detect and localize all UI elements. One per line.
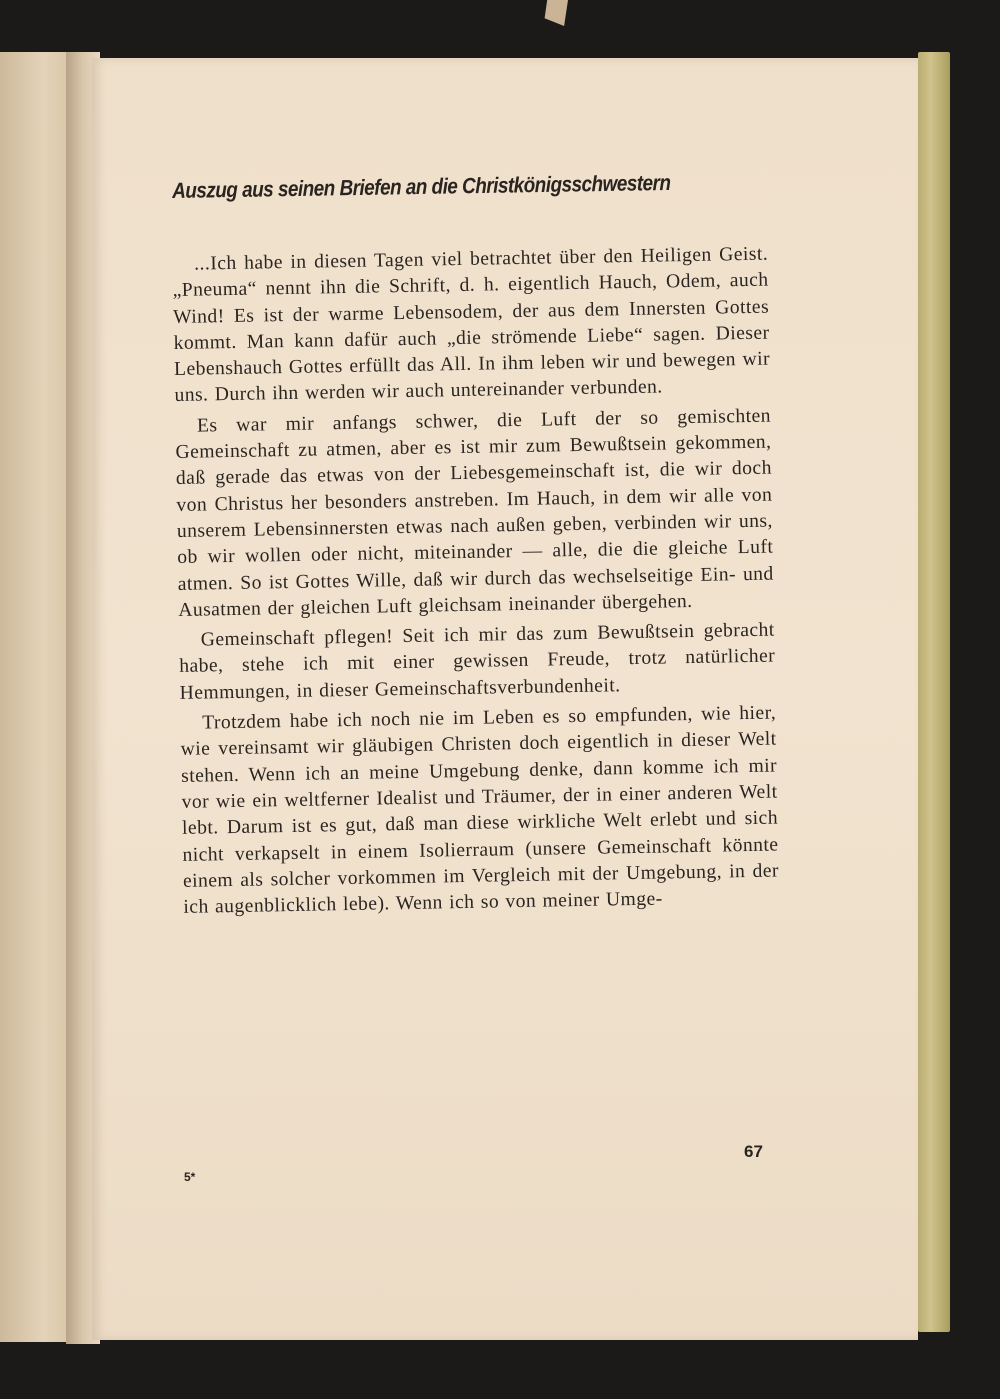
book-page [92,58,918,1340]
paragraph-4: Trotzdem habe ich noch nie im Leben es so empfunden, wie hier, wie vereinsamt wir gläubigen Christen doch eigentlich in dieser Welt stehen. Wenn ich an meine Umgebung denke, dann komme ich mir vor wie ein weltferner Idealist und Träumer, der in einer anderen Welt lebt. Darum ist es gut, daß man diese wirkliche Welt erlebt und sich nicht verkapselt in einem Isolierraum (unsere Gemeinschaft könnte einem als solcher vorkommen im Vergleich mit der Umgebung, in der ich augenblicklich lebe). Wenn ich so von meiner Umge- [180,702,780,919]
signature-mark: 5* [184,1170,196,1184]
page-body [172,242,780,926]
paragraph-3: Gemeinschaft pflegen! Seit ich mir das zum Bewußtsein gebracht habe, stehe ich mit einer gewissen Freude, trotz natürlicher Hemmungen, in dieser Gemeinschaftsverbundenheit. [179,619,776,704]
paper-tear [542,0,568,26]
page-number: 67 [744,1142,763,1161]
paragraph-1: ...Ich habe in diesen Tagen viel betrachtet über den Heiligen Geist. „Pneuma“ nennt ihn die Schrift, d. h. eigentlich Hauch, Odem, auch Wind! Es ist der warme Lebensodem, der aus dem Innersten Gottes kommt. Man kann dafür auch „die strömende Liebe“ sagen. Dieser Lebenshauch Gottes erfüllt das All. In ihm leben wir und bewegen wir uns. Durch ihn werden wir auch untereinander verbunden. [172,243,771,407]
book-cover-edge [918,52,950,1332]
page-heading: Auszug aus seinen Briefen an die Christkönigsschwestern [172,169,671,203]
paragraph-2: Es war mir anfangs schwer, die Luft der so gemischten Gemeinschaft zu atmen, aber es ist mir zum Bewußtsein gekommen, daß gerade das etwas von der Liebesgemeinschaft ist, die wir doch von Christus her besonders anstreben. Im Hauch, in dem wir alle von unserem Lebensinnersten etwas nach außen geben, verbinden wir uns, ob wir wollen oder nicht, miteinander — alle, die die gleiche Luft atmen. So ist Gottes Wille, daß wir durch das wechselseitige Ein- und Ausatmen der gleichen Luft gleichsam ineinander übergehen. [175,405,774,621]
